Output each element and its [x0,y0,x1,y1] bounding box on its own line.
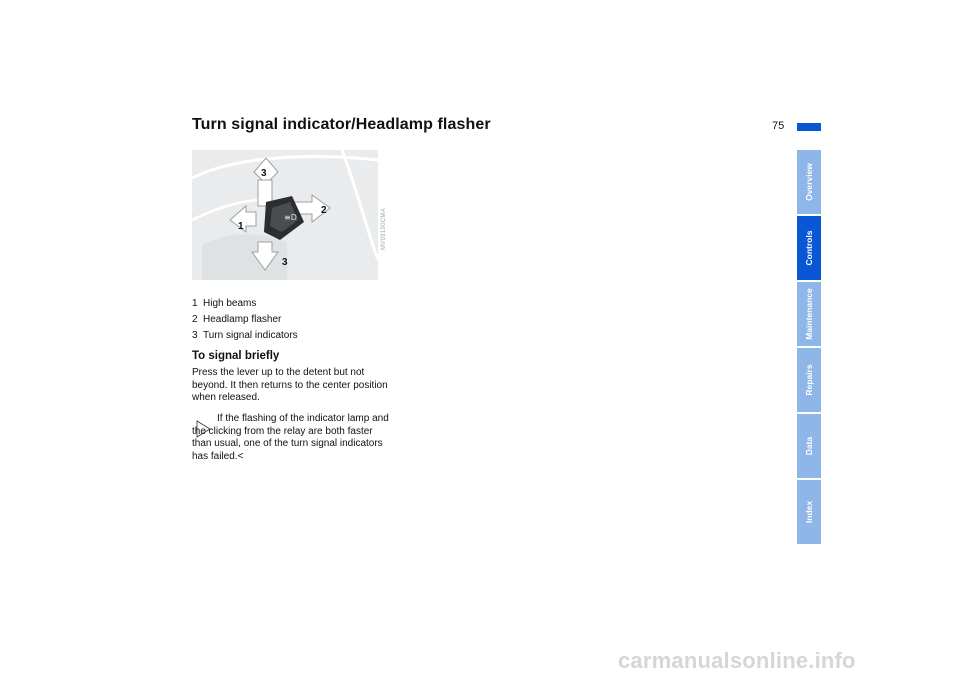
side-tab-data[interactable] [797,414,821,478]
side-tab-label: Data [804,436,814,456]
side-tab-maintenance[interactable] [797,282,821,346]
side-nav [797,150,821,546]
side-tab-label: Repairs [804,364,814,396]
section-heading: To signal briefly [192,350,280,362]
legend-list [192,296,298,344]
figure-label-1: 1 [238,221,244,232]
turn-signal-lever-figure [192,150,378,280]
side-tab-index[interactable] [797,480,821,544]
figure-label-2: 2 [321,205,327,216]
legend-item: 1 High beams [192,298,257,309]
page-title: Turn signal indicator/Headlamp flasher [192,116,491,133]
figure-code: MV09190CMA [381,207,387,250]
side-tab-overview[interactable] [797,150,821,214]
side-tab-repairs[interactable] [797,348,821,412]
side-tab-label: Maintenance [804,288,814,340]
page-marker [797,123,821,131]
lever-symbol: ≡D [284,213,297,222]
figure-label-3-bottom: 3 [282,257,288,268]
note-text: If the flashing of the indicator lamp and the clicking from the relay are both faster than usual, one of the turn signal indicators has failed.< [192,413,389,462]
section-body: Press the lever up to the detent but not beyond. It then returns to the center position when released. [192,367,388,403]
side-tab-controls[interactable] [797,216,821,280]
legend-item: 2 Headlamp flasher [192,314,282,325]
side-tab-label: Controls [804,230,814,266]
end-marker: < [237,450,244,462]
side-tab-label: Index [804,500,814,524]
side-tab-label: Overview [804,163,814,201]
page-number: 75 [772,120,785,132]
figure-label-3-top: 3 [261,168,267,179]
watermark: carmanualsonline.info [618,648,856,673]
legend-item: 3 Turn signal indicators [192,330,298,341]
